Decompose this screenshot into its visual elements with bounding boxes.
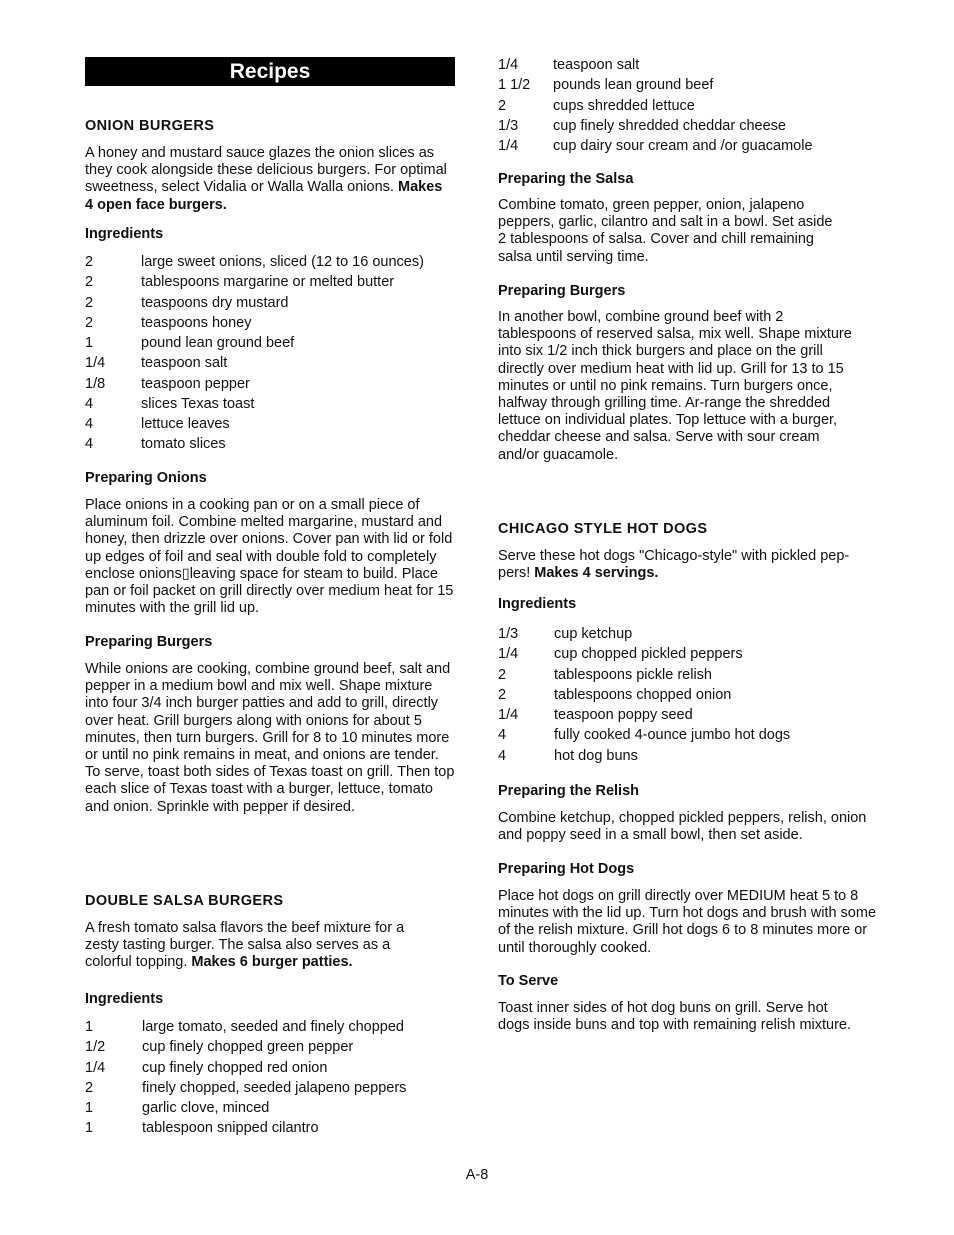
ingredient-item: lettuce leaves [141, 416, 230, 432]
ingredient-qty: 1/4 [85, 355, 106, 372]
ingredient-item: hot dog buns [554, 747, 638, 764]
double-salsa-salsa-text: Combine tomato, green pepper, onion, jalapeno peppers, garlic, cilantro and salt in a bowl. Set aside 2 tablespoons of salsa. Cover and chill remaining salsa until serving time. [498, 197, 833, 265]
ingredient-qty: 1/4 [498, 57, 519, 73]
ingredient-row [498, 705, 878, 725]
banner-title: Recipes [229, 60, 311, 83]
ingredient-item: teaspoon salt [553, 57, 640, 73]
onion-burgers-ingredients-list [85, 252, 455, 455]
ingredient-qty: 1/4 [498, 707, 519, 723]
onion-burgers-burgers-text: While onions are cooking, combine ground beef, salt and pepper in a medium bowl and mix well. Shape mixture into four 3/4 inch burger patties and add to grill, directly over heat. Grill burgers along with onions for about 5 minutes, then turn burgers. Grill for 8 to 10 minutes more or until no pink remains in meat, and onions are tender. To serve, toast both sides of Texas toast on grill. Then top each slice of Texas toast with a burger, lettuce, tomato and onion. Sprinkle with pepper if desired. [85, 661, 455, 815]
double-salsa-yield: Makes 6 burger patties. [191, 954, 353, 971]
ingredient-row [85, 1037, 455, 1057]
ingredient-row [498, 746, 878, 766]
ingredient-row [498, 55, 878, 75]
ingredient-qty: 2 [85, 294, 94, 311]
ingredient-row [85, 1058, 455, 1078]
ingredient-row [85, 1118, 455, 1138]
ingredient-row [85, 1098, 455, 1118]
ingredient-qty: 1/3 [498, 626, 519, 642]
ingredient-qty: 1/4 [85, 1059, 106, 1076]
ingredient-qty: 1/4 [498, 138, 519, 154]
ingredient-item: teaspoon salt [141, 355, 228, 372]
ingredient-item: pounds lean ground beef [553, 77, 714, 94]
chicago-hot-dogs-title: CHICAGO STYLE HOT DOGS [498, 521, 708, 537]
ingredient-qty: 1 [85, 1019, 94, 1035]
ingredient-row [85, 1017, 455, 1037]
chicago-hot-dogs-serve-text: Toast inner sides of hot dog buns on grill. Serve hot dogs inside buns and top with remaining relish mixture. [498, 1000, 852, 1034]
ingredient-item: cup finely chopped red onion [142, 1059, 328, 1076]
chicago-hot-dogs-ingredients-list [498, 624, 878, 766]
ingredient-item: cups shredded lettuce [553, 97, 695, 114]
ingredient-row [85, 333, 455, 353]
ingredient-item: fully cooked 4-ounce jumbo hot dogs [554, 727, 791, 744]
onion-burgers-intro [85, 145, 450, 214]
ingredient-qty: 1 [85, 1100, 94, 1116]
ingredient-qty: 2 [85, 274, 94, 291]
onion-burgers-onions-text: Place onions in a cooking pan or on a small piece of aluminum foil. Combine melted margarine, mustard and honey, then drizzle over onions. Cover pan with lid or fold up edges of foil and seal with double fold to completely enclose onions▯leaving space for steam to build. Place pan or foil packet on grill directly over medium heat for 15 minutes with the grill lid up. [85, 497, 454, 617]
ingredient-qty: 4 [85, 416, 94, 432]
ingredient-item: slices Texas toast [141, 395, 255, 412]
double-salsa-intro [85, 920, 440, 972]
ingredient-row [85, 313, 455, 333]
ingredient-qty: 4 [498, 747, 507, 764]
ingredient-qty: 2 [85, 314, 94, 331]
ingredient-item: tablespoon snipped cilantro [142, 1120, 319, 1137]
ingredient-row [85, 374, 455, 394]
ingredient-row [498, 685, 878, 705]
double-salsa-ingredients-heading: Ingredients [85, 991, 164, 1007]
ingredient-qty: 1 1/2 [498, 77, 531, 94]
ingredient-item: cup dairy sour cream and /or guacamole [553, 138, 813, 154]
ingredient-qty: 1/2 [85, 1039, 106, 1056]
ingredient-row [498, 75, 878, 95]
ingredient-qty: 2 [85, 1079, 94, 1096]
chicago-hot-dogs-intro-text: Serve these hot dogs "Chicago-style" with pickled pep-pers! [498, 548, 850, 582]
double-salsa-ingredients-list-1 [85, 1017, 455, 1139]
onion-burgers-ingredients-heading: Ingredients [85, 226, 164, 242]
ingredient-row [85, 1078, 455, 1098]
ingredient-row [85, 414, 455, 434]
ingredient-item: cup ketchup [554, 626, 633, 642]
chicago-hot-dogs-relish-heading: Preparing the Relish [498, 783, 640, 799]
double-salsa-ingredients-list-2 [498, 55, 878, 156]
onion-burgers-yield: Makes 4 open face burgers. [85, 179, 443, 213]
ingredient-item: large tomato, seeded and finely chopped [142, 1019, 404, 1035]
ingredient-item: teaspoons honey [141, 314, 252, 331]
ingredient-item: teaspoons dry mustard [141, 294, 289, 311]
ingredient-row [85, 394, 455, 414]
double-salsa-salsa-heading: Preparing the Salsa [498, 171, 634, 187]
section-banner [85, 57, 455, 86]
ingredient-item: pound lean ground beef [141, 335, 295, 351]
ingredient-row [85, 252, 455, 272]
chicago-hot-dogs-ingredients-heading: Ingredients [498, 596, 577, 612]
ingredient-qty: 1/3 [498, 117, 519, 134]
ingredient-row [85, 293, 455, 313]
chicago-hot-dogs-relish-text: Combine ketchup, chopped pickled peppers, relish, onion and poppy seed in a small bowl, then set aside. [498, 810, 867, 844]
ingredient-item: large sweet onions, sliced (12 to 16 ounces) [141, 254, 424, 270]
ingredient-row [498, 725, 878, 745]
ingredient-item: cup finely shredded cheddar cheese [553, 117, 786, 134]
ingredient-row [498, 136, 878, 156]
double-salsa-intro-text: A fresh tomato salsa flavors the beef mixture for a zesty tasting burger. The salsa also serves as a colorful topping. [85, 920, 405, 971]
ingredient-qty: 4 [85, 436, 94, 453]
ingredient-row [85, 434, 455, 454]
onion-burgers-title: ONION BURGERS [85, 118, 215, 134]
ingredient-item: cup finely chopped green pepper [142, 1039, 354, 1056]
ingredient-qty: 1 [85, 1120, 94, 1137]
onion-burgers-burgers-heading: Preparing Burgers [85, 634, 213, 650]
ingredient-qty: 4 [498, 727, 507, 744]
ingredient-qty: 1/8 [85, 375, 106, 392]
chicago-hot-dogs-hotdogs-heading: Preparing Hot Dogs [498, 861, 635, 877]
onion-burgers-intro-text: A honey and mustard sauce glazes the onion slices as they cook alongside these delicious burgers. For optimal sweetness, select Vidalia or Walla Walla onions. [85, 145, 447, 196]
ingredient-item: tablespoons chopped onion [554, 686, 732, 703]
ingredient-qty: 4 [85, 395, 94, 412]
ingredient-item: garlic clove, minced [142, 1100, 270, 1116]
ingredient-item: cup chopped pickled peppers [554, 646, 743, 663]
double-salsa-burgers-text: In another bowl, combine ground beef with 2 tablespoons of reserved salsa, mix well. Shape mixture into six 1/2 inch thick burgers and place on the grill directly over medium heat with lid up. Grill for 13 to 15 minutes or until no pink remains. Turn burgers once, halfway through grilling time. Ar-range the shredded lettuce on individual plates. Top lettuce with a burger, cheddar cheese and salsa. Serve with sour cream and/or guacamole. [498, 309, 852, 463]
ingredient-item: tablespoons margarine or melted butter [141, 274, 395, 291]
page-number: A-8 [465, 1167, 489, 1183]
ingredient-qty: 2 [85, 254, 94, 270]
ingredient-row [498, 665, 878, 685]
chicago-hot-dogs-intro [498, 548, 878, 582]
onion-burgers-onions-heading: Preparing Onions [85, 470, 207, 486]
ingredient-row [85, 353, 455, 373]
ingredient-item: finely chopped, seeded jalapeno peppers [142, 1079, 407, 1096]
ingredient-qty: 1 [85, 335, 94, 351]
chicago-hot-dogs-hotdogs-text: Place hot dogs on grill directly over MEDIUM heat 5 to 8 minutes with the lid up. Turn hot dogs and brush with some of the relish mixture. Grill hot dogs 6 to 8 minutes more or until thoroughly cooked. [498, 888, 877, 956]
ingredient-row [498, 96, 878, 116]
double-salsa-burgers-heading: Preparing Burgers [498, 283, 626, 299]
ingredient-qty: 2 [498, 666, 507, 683]
ingredient-item: tomato slices [141, 436, 226, 453]
chicago-hot-dogs-yield: Makes 4 servings. [534, 565, 659, 582]
ingredient-qty: 1/4 [498, 646, 519, 663]
ingredient-row [85, 272, 455, 292]
ingredient-item: teaspoon pepper [141, 375, 250, 392]
ingredient-item: teaspoon poppy seed [554, 707, 693, 723]
double-salsa-title: DOUBLE SALSA BURGERS [85, 893, 284, 909]
ingredient-qty: 2 [498, 686, 507, 703]
chicago-hot-dogs-serve-heading: To Serve [498, 973, 559, 989]
ingredient-row [498, 624, 878, 644]
ingredient-qty: 2 [498, 97, 507, 114]
ingredient-row [498, 644, 878, 664]
ingredient-row [498, 116, 878, 136]
ingredient-item: tablespoons pickle relish [554, 666, 712, 683]
